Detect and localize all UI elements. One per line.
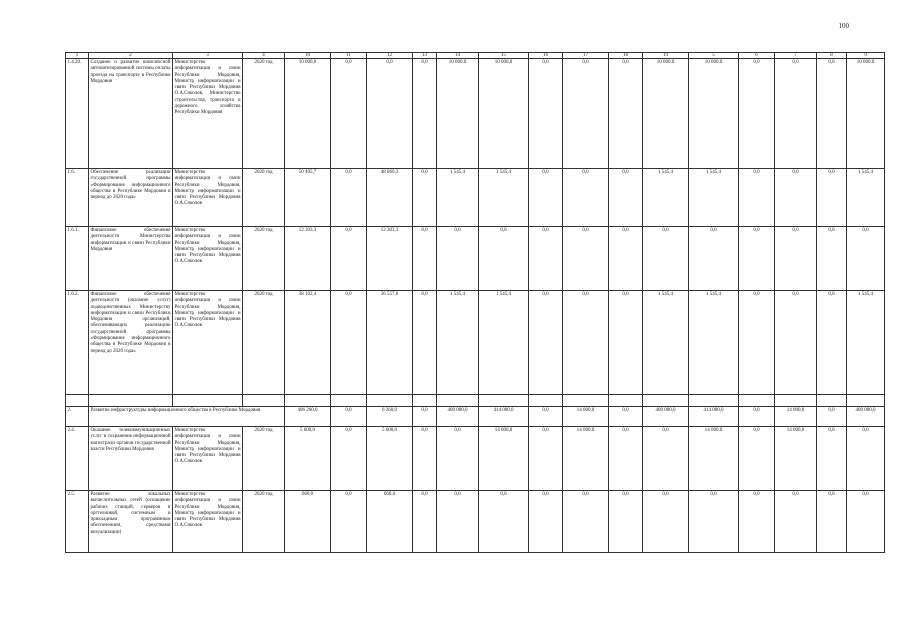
column-number: 6 [739,53,775,59]
value-cell: 0,0 [413,491,437,553]
row-name: Обеспечение реализации государственной программы «Формирование информационного общества в Республике Мордовия в период до 2020 года» [89,169,173,227]
value-cell: 10 000,0 [643,59,689,169]
value-cell: 660,0 [285,491,331,553]
value-cell: 0,0 [609,427,643,491]
value-cell: 0,0 [817,427,847,491]
value-cell: 0,0 [847,491,885,553]
value-cell: 0,0 [413,291,437,395]
value-cell: 0,0 [413,59,437,169]
row-name: Оказание телекоммуникационных услуг и сохранение информационной магистрали органов государственной власти Республики Мордовия [89,427,173,491]
empty-cell [609,395,643,407]
value-cell: 14 000,0 [689,427,739,491]
value-cell: 36 557,0 [367,291,413,395]
value-cell: 0,0 [437,227,479,291]
value-cell: 1 545,4 [643,291,689,395]
value-cell: 0,0 [817,491,847,553]
value-cell: 1 545,4 [643,169,689,227]
empty-cell [739,395,775,407]
value-cell: 10 000,0 [689,59,739,169]
value-cell: 0,0 [563,169,609,227]
row-executor: Министерство информатизации и связи Республики Мордовия, Министр информатизации и связи Республики Мордовия О.А.Соколов [173,427,243,491]
row-year: 2020 год [243,491,285,553]
value-cell: 0,0 [609,407,643,427]
row-id: 1.6. [66,169,89,227]
value-cell: 0,0 [479,227,529,291]
empty-cell [643,395,689,407]
value-cell: 10 000,0 [285,59,331,169]
row-executor: Министерство информатизации и связи Республики Мордовия, Министр информатизации и связи Республики Мордовия О.А.Соколов [173,169,243,227]
value-cell: 0,0 [437,491,479,553]
value-cell: 0,0 [739,491,775,553]
row-executor: Министерство информатизации и связи Республики Мордовия, Министр информатизации и связи Республики Мордовия О.А.Соколов [173,491,243,553]
column-number: 17 [563,53,609,59]
column-number: 4 [243,53,285,59]
row-id: 2.5. [66,491,89,553]
value-cell: 0,0 [739,59,775,169]
value-cell: 14 000,0 [775,407,817,427]
value-cell: 0,0 [817,169,847,227]
value-cell: 14 000,0 [775,427,817,491]
row-year: 2020 год [243,291,285,395]
value-cell: 400 000,0 [847,407,885,427]
value-cell: 0,0 [609,227,643,291]
row-name: Финансовое обеспечение деятельности (оказание услуг) подведомственных Министерству информатизации и связи Республики Мордовия организаций, обеспечивающих реализацию государственной программы «Формирование информационного общества в Республике Мордовия в период до 2020 года» [89,291,173,395]
value-cell: 0,0 [413,169,437,227]
budget-table [65,52,885,553]
row-id: 1.4.20. [66,59,89,169]
value-cell: 1 545,4 [847,291,885,395]
empty-cell [479,395,529,407]
column-number: 13 [413,53,437,59]
table-row [66,59,885,169]
value-cell: 0,0 [413,427,437,491]
value-cell: 406 260,0 [285,407,331,427]
value-cell: 0,0 [529,291,563,395]
value-cell: 0,0 [817,59,847,169]
value-cell: 0,0 [739,427,775,491]
value-cell: 0,0 [775,291,817,395]
empty-cell [331,395,367,407]
empty-cell [817,395,847,407]
column-number: 1 [66,53,89,59]
empty-cell [563,395,609,407]
value-cell: 0,0 [847,427,885,491]
value-cell: 1 545,4 [437,291,479,395]
row-id: 1.6.2. [66,291,89,395]
empty-cell [847,395,885,407]
value-cell: 414 000,0 [479,407,529,427]
table-row [66,169,885,227]
row-name: Развитие локальных вычислительных сетей (оснащение рабочих станций, серверов и оргтехникой, системным и прикладным программным обеспечением, средствами визуализации) [89,491,173,553]
value-cell: 0,0 [775,227,817,291]
value-cell: 0,0 [413,407,437,427]
empty-cell [413,395,437,407]
row-id: 2.4. [66,427,89,491]
empty-cell [689,395,739,407]
value-cell: 0,0 [479,491,529,553]
value-cell: 14 000,0 [563,407,609,427]
empty-cell [367,395,413,407]
value-cell: 14 000,0 [479,427,529,491]
value-cell: 10 000,0 [479,59,529,169]
table-row [66,491,885,553]
value-cell: 10 000,0 [847,59,885,169]
value-cell: 1 545,4 [437,169,479,227]
empty-cell [285,395,331,407]
value-cell: 5 600,0 [285,427,331,491]
row-year: 2020 год [243,59,285,169]
value-cell: 0,0 [739,291,775,395]
value-cell: 0,0 [643,427,689,491]
value-cell: 0,0 [643,227,689,291]
empty-cell [66,395,89,407]
empty-cell [437,395,479,407]
column-number: 10 [285,53,331,59]
value-cell: 5 600,0 [367,427,413,491]
row-year: 2020 год [243,227,285,291]
value-cell: 0,0 [529,491,563,553]
value-cell: 0,0 [563,59,609,169]
value-cell: 0,0 [413,227,437,291]
value-cell: 0,0 [775,169,817,227]
value-cell: 0,0 [331,491,367,553]
column-number: 3 [173,53,243,59]
row-id: 1.6.1. [66,227,89,291]
value-cell: 0,0 [689,227,739,291]
row-year: 2020 год [243,169,285,227]
value-cell: 0,0 [775,491,817,553]
value-cell: 0,0 [331,427,367,491]
value-cell: 0,0 [367,59,413,169]
column-number: 8 [817,53,847,59]
value-cell: 0,0 [563,291,609,395]
value-cell: 0,0 [817,407,847,427]
value-cell: 12 303,3 [367,227,413,291]
column-number: 14 [437,53,479,59]
value-cell: 0,0 [643,491,689,553]
column-number: 15 [479,53,529,59]
column-number: 7 [775,53,817,59]
row-executor: Министерство информатизации и связи Республики Мордовия, Министр информатизации и связи Республики Мордовия О.А.Соколов [173,291,243,395]
value-cell: 38 102,4 [285,291,331,395]
table-row [66,427,885,491]
page-number: 100 [838,22,849,30]
row-executor: Министерство информатизации и связи Республики Мордовия, Министр информатизации и связи Республики Мордовия О.А.Соколов [173,227,243,291]
table-row [66,291,885,395]
value-cell: 48 860,3 [367,169,413,227]
value-cell: 0,0 [529,427,563,491]
value-cell: 0,0 [331,169,367,227]
value-cell: 414 000,0 [689,407,739,427]
value-cell: 1 545,4 [479,291,529,395]
column-number: 11 [331,53,367,59]
value-cell: 0,0 [817,291,847,395]
value-cell: 400 000,0 [437,407,479,427]
value-cell: 0,0 [563,491,609,553]
value-cell: 50 405,7 [285,169,331,227]
value-cell: 0,0 [609,291,643,395]
value-cell: 0,0 [331,227,367,291]
value-cell: 0,0 [331,291,367,395]
value-cell: 1 545,4 [847,169,885,227]
row-year: 2020 год [243,427,285,491]
value-cell: 660,0 [367,491,413,553]
value-cell: 0,0 [847,227,885,291]
value-cell: 1 545,4 [689,291,739,395]
value-cell: 0,0 [529,169,563,227]
value-cell: 0,0 [739,169,775,227]
value-cell: 0,0 [529,59,563,169]
table-row [66,227,885,291]
value-cell: 0,0 [331,407,367,427]
column-number: 18 [609,53,643,59]
empty-cell [243,395,285,407]
row-name: Финансовое обеспечение деятельности Министерства информатизации и связи Республики Мордовия [89,227,173,291]
column-number: 16 [529,53,563,59]
spacer-row [66,395,885,407]
empty-cell [775,395,817,407]
column-number: 9 [847,53,885,59]
empty-cell [173,395,243,407]
row-id: 2. [66,407,89,427]
row-executor: Министерство информатизации и связи Республики Мордовия, Министр информатизации и связи Республики Мордовия О.А.Соколов, Министерство строительства, транспорта и дорожного хозяйства Республики Мордовия [173,59,243,169]
column-number: 12 [367,53,413,59]
column-number: 5 [689,53,739,59]
empty-cell [89,395,173,407]
value-cell: 0,0 [739,227,775,291]
value-cell: 14 000,0 [563,427,609,491]
value-cell: 0,0 [437,427,479,491]
row-name: Создание и развитие комплексной автоматизированной системы оплаты проезда на транспорте в Республике Мордовия [89,59,173,169]
value-cell: 1 545,4 [479,169,529,227]
value-cell: 10 000,0 [437,59,479,169]
table-row [66,407,885,427]
column-number: 19 [643,53,689,59]
value-cell: 6 260,0 [367,407,413,427]
value-cell: 400 000,0 [643,407,689,427]
value-cell: 0,0 [775,59,817,169]
value-cell: 1 545,4 [689,169,739,227]
value-cell: 0,0 [609,169,643,227]
value-cell: 0,0 [739,407,775,427]
value-cell: 0,0 [529,227,563,291]
row-name: Развитие инфраструктуры информационного общества в Республике Мордовия [89,407,285,427]
value-cell: 0,0 [817,227,847,291]
value-cell: 0,0 [563,227,609,291]
value-cell: 0,0 [529,407,563,427]
empty-cell [529,395,563,407]
value-cell: 0,0 [609,491,643,553]
value-cell: 0,0 [331,59,367,169]
value-cell: 0,0 [609,59,643,169]
value-cell: 12 303,3 [285,227,331,291]
column-number: 2 [89,53,173,59]
value-cell: 0,0 [689,491,739,553]
